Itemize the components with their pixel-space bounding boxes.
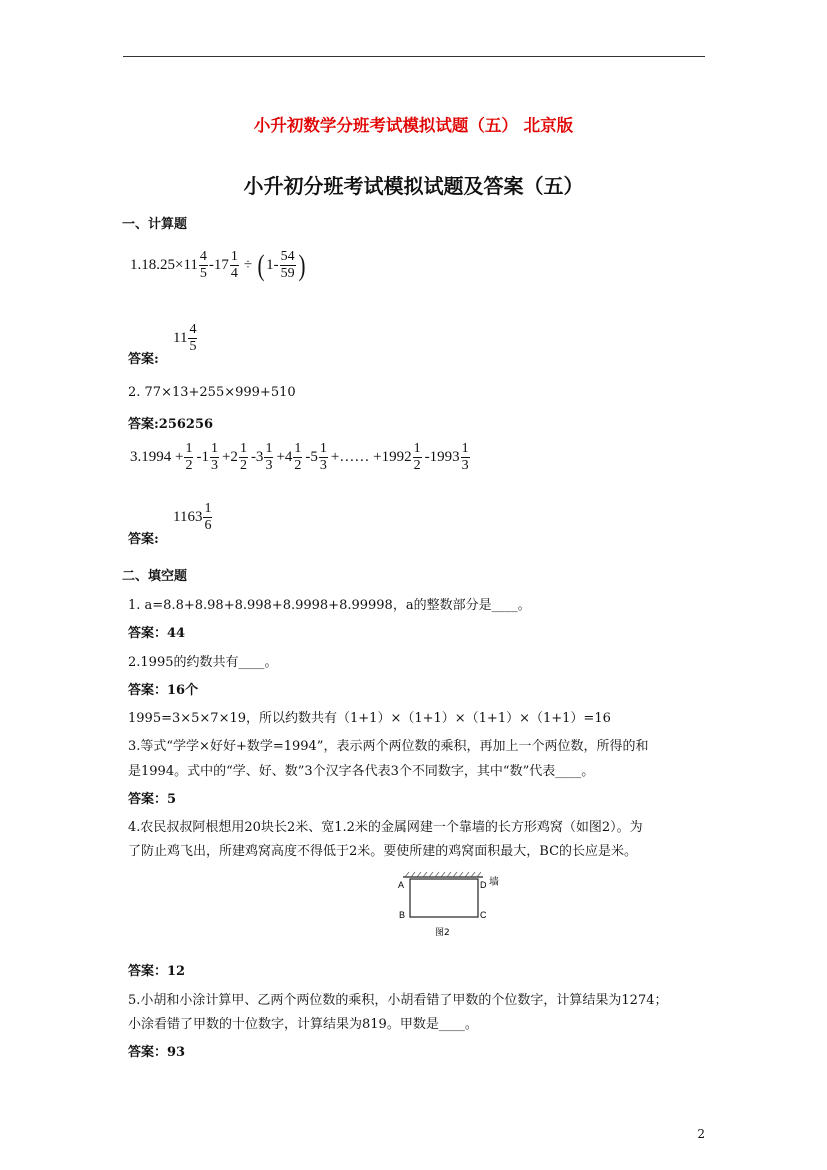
page-number: 2 [697,1127,705,1141]
q3-term-7-fraction: $\frac{1}{3}$ [461,441,469,473]
fill-q3-answer: 答案：5 [128,792,177,807]
q1-divide: ÷ [243,257,253,273]
coop-rectangle [410,879,478,917]
q2-answer: 答案:256256 [128,417,214,432]
q3-term-4-whole: +4 [276,449,293,465]
q3-term-6-whole: +…… +1992 [330,449,412,465]
q1-fraction-2: $\frac{1}{4}$ [230,249,238,281]
calc-q3-expression [130,442,471,473]
q3-answer-value: 1163 $\frac{1}{6}$ [173,501,212,533]
label-a: A [398,880,405,890]
q3-term-0-fraction: $\frac{1}{2}$ [185,441,193,473]
q3-term-1-whole: -1 [196,449,209,465]
q1-right-paren: ) [298,248,306,282]
q1-fraction-1: $\frac{4}{5}$ [199,249,207,281]
red-title: 小升初数学分班考试模拟试题（五） 北京版 [253,116,574,135]
q3-term-6-fraction: $\frac{1}{2}$ [413,441,421,473]
q3-term-7-whole: -1993 [424,449,460,465]
figure-2-coop-diagram [395,871,510,941]
q1-prefix: 1.18.25×11 [130,257,198,273]
label-c: C [480,910,487,920]
q3-term-2-fraction: $\frac{1}{2}$ [239,441,247,473]
fill-q2-explanation: 1995=3×5×7×19，所以约数共有（1+1）×（1+1）×（1+1）×（1+1）=16 [128,711,611,726]
fill-q2-answer: 答案：16个 [128,683,199,698]
q3-term-0-whole: 3.1994 + [130,449,184,465]
fill-q3-line2: 是1994。式中的“学、好、数”3个汉字各代表3个不同数字，其中“数”代表____。 [128,764,595,779]
page-title: 小升初分班考试模拟试题及答案（五） [243,174,584,198]
fill-q4-line1: 4.农民叔叔阿根想用20块长2米、宽1.2米的金属网建一个靠墙的长方形鸡窝（如图2）。为 [128,820,643,835]
wall-hatching [405,872,481,877]
fill-q5-line1: 5.小胡和小涂计算甲、乙两个两位数的乘积，小胡看错了甲数的个位数字，计算结果为1274； [128,993,668,1008]
fill-q4-line2: 了防止鸡飞出，所建鸡窝高度不得低于2米。要使所建的鸡窝面积最大，BC的长应是米。 [128,844,638,859]
label-d: D [480,880,487,890]
header-rule [123,56,705,57]
q1-fraction-3: $\frac{54}{59}$ [280,249,295,281]
fill-q1-answer: 答案：44 [128,626,186,641]
fill-q3-line1: 3.等式“学学×好好+数学=1994”，表示两个两位数的乘积，再加上一个两位数，所得的和 [128,739,649,754]
fill-q1-text: 1. a=8.8+8.98+8.998+8.9998+8.99998，a的整数部分是____。 [128,598,531,613]
fill-q5-answer: 答案：93 [128,1045,186,1060]
figure-caption: 图2 [435,928,450,938]
fill-q5-line2: 小涂看错了甲数的十位数字，计算结果为819。甲数是____。 [128,1017,478,1032]
q1-inner: 1- [266,257,279,273]
q3-answer-label: 答案: [128,532,159,547]
q1-mid: -17 [208,257,229,273]
fill-q2-text: 2.1995的约数共有____。 [128,655,278,670]
q3-term-4-fraction: $\frac{1}{2}$ [294,441,302,473]
q3-term-3-whole: -3 [250,449,264,465]
q3-term-3-fraction: $\frac{1}{3}$ [265,441,273,473]
q1-answer-value: 11 $\frac{4}{5}$ [173,322,197,354]
label-b: B [399,910,406,920]
section-heading-calc: 一、计算题 [122,217,188,232]
q1-answer-label: 答案: [128,352,159,367]
q3-term-5-fraction: $\frac{1}{3}$ [319,441,327,473]
q3-term-5-whole: -5 [305,449,318,465]
calc-q1-expression [130,250,307,281]
q3-term-2-whole: +2 [221,449,238,465]
label-wall: 墙 [489,877,499,888]
q3-term-1-fraction: $\frac{1}{3}$ [210,441,218,473]
section-heading-fill: 二、填空题 [122,569,188,584]
calc-q2-expression: 2. 77×13+255×999+510 [128,385,296,400]
fill-q4-answer: 答案：12 [128,964,186,979]
q1-left-paren: ( [257,248,265,282]
